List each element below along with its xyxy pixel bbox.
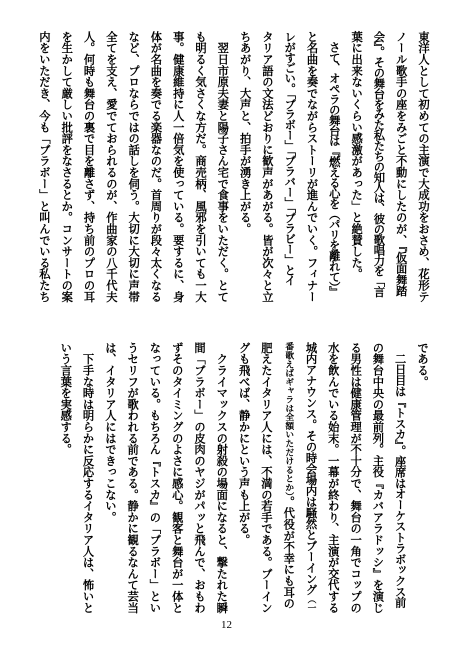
text-column: である。: [416, 342, 429, 388]
text-column: 内をいただき、今も「ブラボー」と叫んでいる私たち: [37, 31, 51, 303]
text-column: 東洋人として初めての主演で大成功をおさめ、花形テ: [417, 31, 430, 303]
text-column: の舞台中央の最前列。主役『カバアラドッシ』を演じ: [371, 342, 385, 614]
text-column: 翌日市原夫妻と陽子さん宅で食事をいただく。とて: [216, 31, 230, 303]
text-column: も明るく気さくな方だ。商売柄、風邪を引いても一大: [194, 31, 208, 303]
text-column: 全てを支え、愛でておられるのが、作曲家の八千代夫: [104, 31, 118, 303]
text-column: 葉に出来ないくらい感激があった」と絶賛した。: [350, 31, 364, 280]
text-column: さて、オペラの舞台は『燃える心を（パリを離れて）』: [327, 31, 341, 297]
text-column: 会』。その舞台をみた私たちの知人は、彼の歌唱力を「言: [372, 31, 386, 297]
text-column: 人。何時も舞台の裏で目を離さず、持ち前のプロの耳: [82, 31, 96, 303]
upper-text-section: [32, 31, 434, 303]
text-column: 体が名曲を奏でる楽器なのだ。首周りが段々太くなる: [149, 31, 163, 303]
column-text: 城内アナウンス。その時会場内は騒然とブーイング: [304, 342, 318, 595]
text-column: 二日目は『トスカ』。座席はオーケストラボックス前: [393, 342, 407, 608]
text-column: いう言葉を実感する。: [59, 342, 73, 455]
text-column: 事。健康維持に人一倍気を使っている。要するに、身: [171, 31, 185, 303]
text-column: うセリフが歌われる前である。静かに観るなんて芸当: [126, 342, 140, 614]
parenthetical-note: （一: [305, 595, 316, 612]
text-column: る男性は健康管理が不十分で、舞台の一角でコップの: [349, 342, 363, 614]
text-column: [299, 342, 321, 614]
text-column: と名曲を奏でながらストーリが進んでいく。フィナー: [305, 31, 319, 303]
text-column: 間「ブラボー」の皮肉のヤジがパッと飛んで、おもわ: [193, 342, 207, 614]
text-column: ノール歌手の座をみごと不動にしたのが、『仮面舞踏: [394, 31, 408, 297]
text-column: など、プロならではの話しを伺う。大切に大切に声帯: [127, 31, 141, 303]
column-text: 。代役が不幸にも耳の: [282, 496, 296, 609]
text-column: を生かして厳しい批評をなさるとか。コンサートの案: [60, 31, 74, 303]
text-column: ちあがり、大声と、拍手が湧き上がる。: [238, 31, 252, 235]
page-number: 12: [221, 619, 232, 631]
lower-text-section: [53, 342, 433, 614]
text-column: グも飛べば、静かにという声も上がる。: [237, 342, 251, 546]
text-column: ずそのタイミングのよさに感心。観客と舞台が一体と: [170, 342, 184, 614]
text-column: なっている。もちろん『トスカ』の「ブラボー」とい: [148, 342, 162, 614]
text-column: 水を飲んでいる始末。一幕が終わり、主演が交代する: [326, 342, 340, 614]
text-column: 肥えたイタリア人には、不満の若手である。ブーイン: [259, 342, 273, 614]
parenthetical-note: 番歌えばギャラは全額いただけるとか）: [283, 342, 294, 496]
text-column: 下手な時は明らかに反応するイタリア人は、怖いと: [81, 342, 95, 614]
text-column: クライマックスの射殺の場面になると、撃たれた瞬: [215, 342, 229, 614]
text-column: タリア語の文法どおりに歓声があがる。皆が次々と立: [260, 31, 274, 303]
text-column: は、イタリア人にはできっこない。: [103, 342, 117, 523]
text-column: [277, 342, 299, 614]
text-column: レがすごい。「ブラボー」「ブラバー」「ブラビー」とイ: [283, 31, 297, 286]
